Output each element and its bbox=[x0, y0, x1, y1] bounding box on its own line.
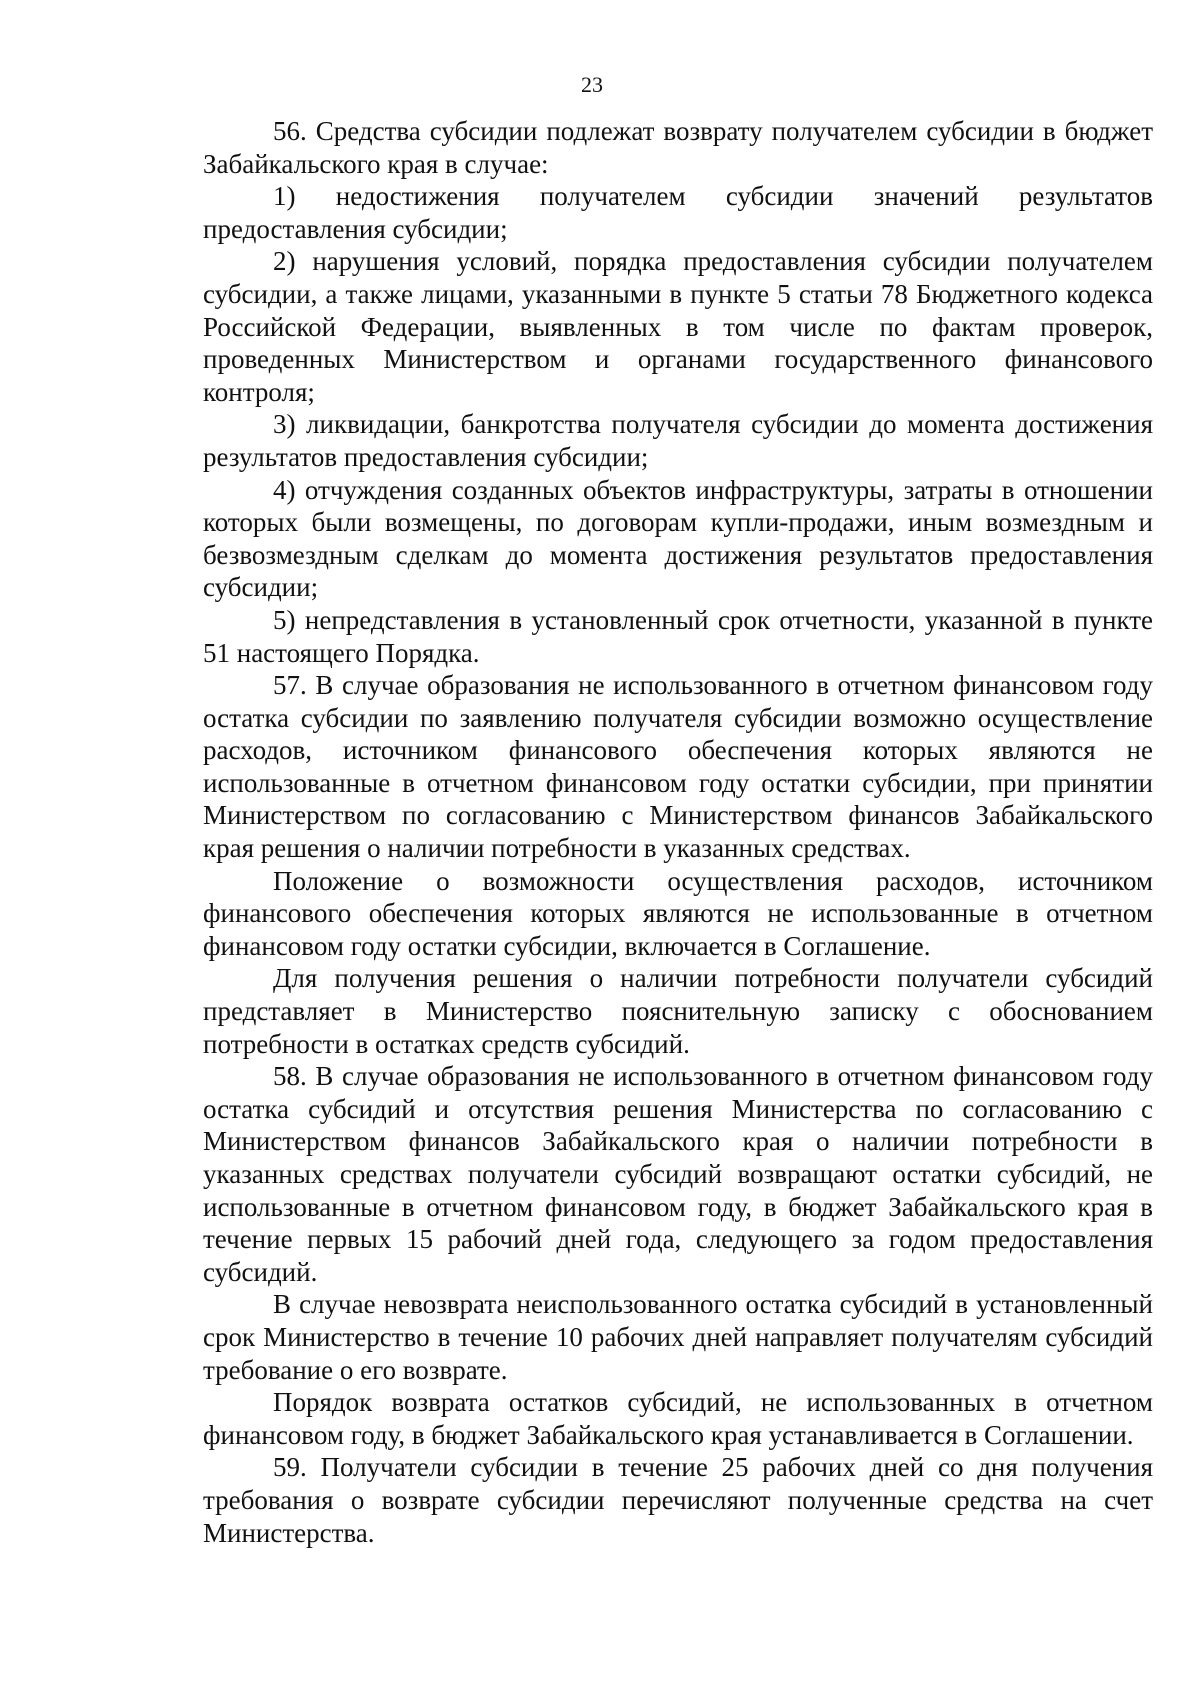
paragraph-58: 58. В случае образования не использованного в отчетном финансовом году остатка субсидий и отсутствия решения Министерства по согласованию с Министерством финансов Забайкальского края о наличии потребности в указанных средствах получатели субсидий возвращают остатки субсидий, не использованные в отчетном финансовом году, в бюджет Забайкальского края в течение первых 15 рабочий дней года, следующего за годом предоставления субсидий. bbox=[203, 1061, 1153, 1287]
paragraph-58-procedure: Порядок возврата остатков субсидий, не использованных в отчетном финансовом году, в бюджет Забайкальского края устанавливается в Соглашении. bbox=[203, 1387, 1153, 1450]
paragraph-57-provision: Положение о возможности осуществления расходов, источником финансового обеспечения которых являются не использованные в отчетном финансовом году остатки субсидии, включается в Соглашение. bbox=[203, 865, 1153, 961]
list-item-5: 5) непредставления в установленный срок отчетности, указанной в пункте 51 настоящего Порядка. bbox=[203, 604, 1153, 668]
document-body bbox=[203, 115, 1153, 1549]
paragraph-59: 59. Получатели субсидии в течение 25 рабочих дней со дня получения требования о возврате субсидии перечисляют полученные средства на счет Министерства. bbox=[203, 1452, 1153, 1548]
page-number: 23 bbox=[581, 72, 603, 97]
list-item-4: 4) отчуждения созданных объектов инфраструктуры, затраты в отношении которых были возмещены, по договорам купли-продажи, иным возмездным и безвозмездным сделкам до момента достижения результатов предоставления субсидии; bbox=[203, 474, 1153, 603]
list-item-2: 2) нарушения условий, порядка предоставления субсидии получателем субсидии, а также лицами, указанными в пункте 5 статьи 78 Бюджетного кодекса Российской Федерации, выявленных в том числе по фактам проверок, проведенных Министерством и органами государственного финансового контроля; bbox=[203, 246, 1153, 407]
paragraph-58-nonreturn: В случае невозврата неиспользованного остатка субсидий в установленный срок Министерство в течение 10 рабочих дней направляет получателям субсидий требование о его возврате. bbox=[203, 1289, 1153, 1385]
list-item-3: 3) ликвидации, банкротства получателя субсидии до момента достижения результатов предоставления субсидии; bbox=[203, 409, 1153, 472]
paragraph-56: 56. Средства субсидии подлежат возврату получателем субсидии в бюджет Забайкальского края в случае: bbox=[203, 116, 1153, 179]
list-item-1: 1) недостижения получателем субсидии значений результатов предоставления субсидии; bbox=[203, 181, 1153, 244]
paragraph-57-request: Для получения решения о наличии потребности получатели субсидий представляет в Министерство пояснительную записку с обоснованием потребности в остатках средств субсидий. bbox=[203, 963, 1153, 1059]
paragraph-57: 57. В случае образования не использованного в отчетном финансовом году остатка субсидии по заявлению получателя субсидии возможно осуществление расходов, источником финансового обеспечения которых являются не использованные в отчетном финансовом году остатки субсидии, при принятии Министерством по согласованию с Министерством финансов Забайкальского края решения о наличии потребности в указанных средствах. bbox=[203, 670, 1153, 864]
